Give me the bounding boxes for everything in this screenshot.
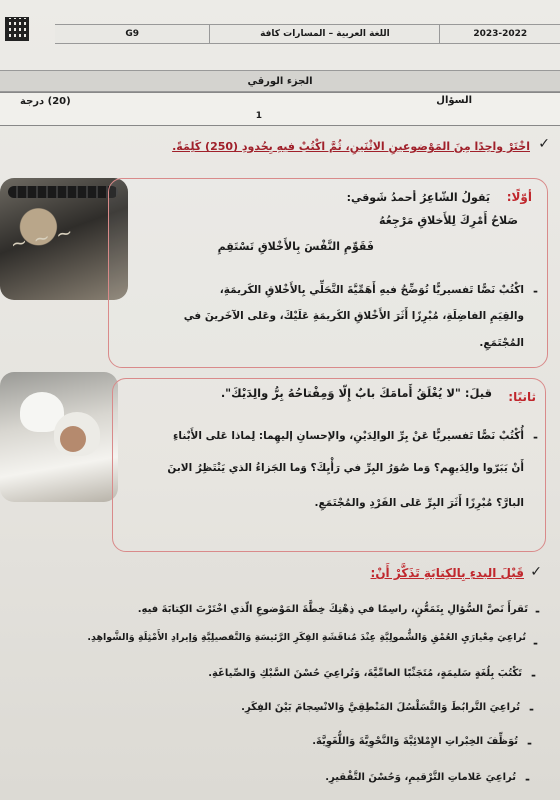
reminder-item: تُوَظِّفَ الخِبْراتِ الإِمْلائِيَّةَ وَالنَّحْوِيَّةَ وَاللُّغَوِيَّةَ.: [312, 736, 518, 747]
bullet-icon: -: [533, 284, 538, 298]
bullet-icon: -: [535, 604, 540, 618]
question-row: [0, 92, 560, 126]
check-mark-icon: ✓: [530, 564, 542, 580]
subject-cell: اللغة العربية – المسارات كافة: [209, 25, 439, 43]
question-number: 1: [255, 111, 262, 121]
reminder-item: تَقرأَ نَصَّ السُّؤالِ بِتَمَعُّنٍ، راسِمًا في ذِهْنِكَ خِطَّةَ المَوْضوعِ الّذي اخْتَرْتَ الكِتابَةَ فيهِ.: [137, 604, 528, 615]
topic2-task-line3: البارَّ؟ مُبْرِزًا أَثَرَ البِرِّ عَلى الفَرْدِ والمُجْتَمَعِ.: [314, 497, 524, 509]
topic1-label: أوّلًا:: [506, 190, 532, 204]
prayer-beads-image: [8, 186, 118, 198]
bullet-icon: -: [533, 636, 538, 650]
topic1-verse2: فَقَوِّمِ النَّفْسَ بِالأَخْلاقِ تَسْتَقِمِ: [217, 240, 374, 253]
bullet-icon: -: [533, 430, 538, 444]
calligraphy-image: ~ ~ ~: [8, 219, 75, 257]
reminder-item: تُراعِيَ عَلاماتِ التَّرْقيمِ، وَحُسْنَ التَّفْقيرِ.: [325, 772, 516, 783]
bullet-icon: -: [525, 772, 530, 786]
face-image: [60, 426, 86, 452]
topic1-intro: يَقولُ الشّاعِرُ أحمدُ شَوقي:: [346, 191, 490, 204]
topic2-label: ثانيًا:: [508, 390, 536, 404]
header-row: [55, 24, 560, 44]
topic1-task-line2: والقِيَمِ الفاضِلَةِ، مُبْرِزًا أَثَرَ الأَخْلاقِ الكَريمَةِ عَلَيْكَ، وعَلى الآخَرينَ في: [183, 310, 524, 322]
reminder-item: تُراعِيَ التَّرابُطَ وَالتَّسَلْسُلَ المَنْطِقِيَّ وَالانْسِجامَ بَيْنَ الفِكَرِ.: [241, 702, 520, 713]
instruction: اخْتَرْ واحِدًا مِنَ المَوْضوعينِ الاثْنَينِ، ثُمَّ اكْتُبْ فيهِ بِحُدودِ (250) كَلِمَةً.: [172, 140, 530, 153]
bullet-icon: -: [527, 736, 532, 750]
bullet-icon: -: [531, 668, 536, 682]
topic1-task-line3: المُجْتَمَعِ.: [479, 337, 524, 349]
grade-cell: G9: [125, 29, 140, 39]
year-cell: 2023-2022: [439, 25, 560, 43]
topic2-task-line2: أَنْ يَبَرّوا والِدَيهِم؟ وَما صُوَرُ البِرِّ في رَأْيِكَ؟ وَما الجَزاءُ الذي يَنْتَظِرُ الابنَ: [167, 462, 524, 474]
reminder-item: تُراعِيَ مِعْيارَيِ العُمْقِ وَالشُّمولِيَّةِ عِنْدَ مُناقَشَةِ الفِكَرِ الرَّئيسَةِ وَالتَّفصيلِيَّةِ وَإيرادِ الأَمْثِلَةِ وَالشَّواهِدِ.: [87, 632, 526, 643]
marks-label: (20) درجة: [20, 96, 71, 107]
reminder-item: تَكْتُبَ بِلُغَةٍ سَليمَةٍ، مُتَجَنِّبًا العامِّيَّةَ، وَتُراعِيَ حُسْنَ السَّبْكِ وَالصِّياغَةِ.: [208, 668, 522, 679]
topic1-verse1: صَلاحُ أَمْرِكَ لِلأَخلاقِ مَرْجِعُهُ: [379, 214, 518, 227]
topic2-quote: قيلَ: "لا يُغْلَقُ أَمامَكَ بابٌ إِلّا وَمِفْتاحُهُ بِرُّ والِدَيْكَ".: [220, 386, 492, 400]
section-title: الجزء الورقي: [0, 70, 560, 92]
topic2-task-line1: أُكْتُبْ نَصًّا تَفسيريًّا عَنْ بِرِّ الوالِدَيْنِ، والإحسانِ إليهِما: لِماذا عَلى الأَبْناءِ: [173, 430, 524, 442]
check-mark-icon: ✓: [538, 136, 550, 152]
bullet-icon: -: [529, 702, 534, 716]
topic1-task-line1: اكْتُبْ نَصًّا تَفسيريًّا تُوَضِّحُ فيهِ أَهَمِّيَّةَ التَّحَلِّي بِالأَخْلاقِ الكَريمَةِ،: [219, 284, 524, 296]
topic2-photo: [0, 372, 118, 502]
question-label: السؤال: [436, 95, 472, 106]
qr-code-icon: [6, 18, 28, 40]
reminder-title: قَبْلَ البدءِ بِالكِتابَةِ تَذَكَّرْ أَنْ:: [370, 566, 524, 580]
